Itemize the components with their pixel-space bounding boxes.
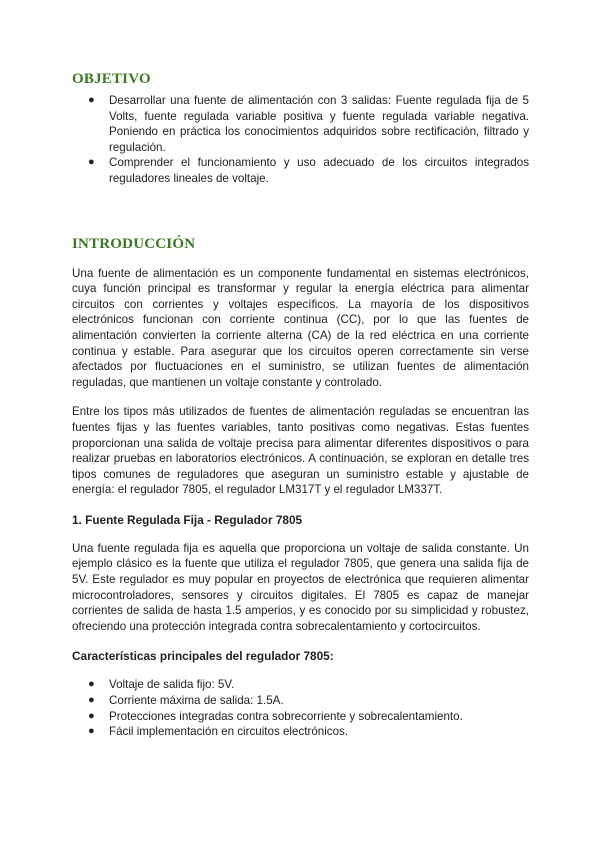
intro-paragraph-2: Entre los tipos más utilizados de fuentes de alimentación reguladas se encuentran las fuentes fijas y las fuentes variables, tanto positivas como negativas. Estas fuentes proporcionan una salida de voltaje precisa para alimentar diferentes dispositivos o para realizar pruebas en laboratorios electrónicos. A continuación, se exploran en detalle tres tipos comunes de reguladores que aseguran un suministro estable y ajustable de energía: el regulador 7805, el regulador LM317T y el regulador LM337T.: [72, 405, 529, 497]
bullet-icon: ●: [88, 678, 95, 691]
bullet-icon: ●: [88, 709, 95, 722]
intro-paragraph-1: Una fuente de alimentación es un componente fundamental en sistemas electrónicos, cuya función principal es transformar y regular la energía eléctrica para alimentar circuitos con corrientes y voltajes específicos. La mayoría de los dispositivos electrónicos funcionan con corriente continua (CC), por lo que las fuentes de alimentación convierten la corriente alterna (CA) de la red eléctrica en una corriente continua y estable. Para asegurar que los circuitos operen correctamente sin verse afectados por fluctuaciones en el suministro, se utilizan fuentes de alimentación reguladas, que mantienen un voltaje constante y controlado.: [72, 266, 529, 389]
bullet-icon: ●: [88, 725, 95, 738]
introduccion-heading: INTRODUCCIÓN: [72, 235, 196, 252]
bullet-icon: ●: [88, 156, 95, 169]
list-item: ● Fácil implementación en circuitos electrónicos.: [88, 725, 349, 739]
list-item: ● Voltaje de salida fijo: 5V.: [88, 678, 235, 692]
bullet-icon: ●: [88, 694, 95, 707]
features-heading: Características principales del regulador 7805:: [72, 649, 334, 664]
bullet-icon: ●: [88, 94, 95, 106]
list-item: ● Corriente máxima de salida: 1.5A.: [88, 694, 284, 708]
fuente-fija-paragraph: Una fuente regulada fija es aquella que proporciona un voltaje de salida constante. Un ejemplo clásico es la fuente que utiliza el regulador 7805, que genera una salida fija de 5V. Este regulador es muy popular en proyectos de electrónica que requieren alimentar microcontroladores, sensores y circuitos digitales. El 7805 es capaz de manejar corrientes de salida de hasta 1.5 amperios, y es conocido por su simplicidad y robustez, ofreciendo una protección integrada contra sobrecalentamiento y cortocircuitos.: [72, 541, 529, 633]
document-page: [72, 70, 529, 740]
list-item: ● Desarrollar una fuente de alimentación con 3 salidas: Fuente regulada fija de 5 Volts, fuente regulada variable positiva y fuente regulada variable negativa. Poniendo en práctica los conocimientos adquiridos sobre rectificación, filtrado y regulación.: [88, 94, 529, 154]
fuente-fija-heading: 1. Fuente Regulada Fija - Regulador 7805: [72, 512, 303, 527]
objetivo-heading: OBJETIVO: [72, 71, 151, 87]
features-list: [72, 677, 529, 739]
objetivo-list: [72, 93, 529, 187]
list-item: ● Protecciones integradas contra sobrecorriente y sobrecalentamiento.: [88, 709, 463, 723]
list-item: ● Comprender el funcionamiento y uso adecuado de los circuitos integrados reguladores lineales de voltaje.: [88, 156, 529, 185]
